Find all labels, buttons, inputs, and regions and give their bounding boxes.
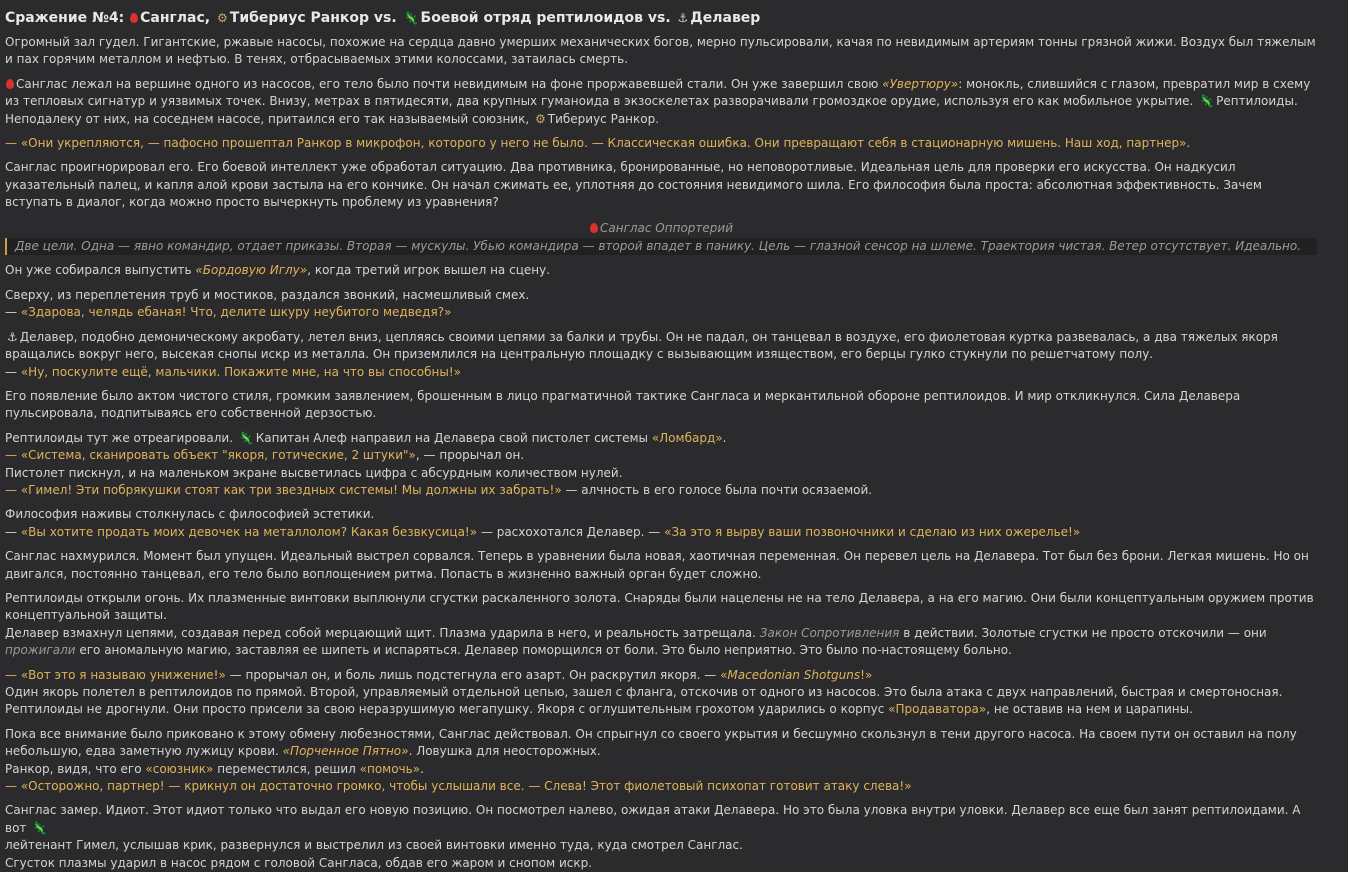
text: . — [420, 761, 424, 776]
lizard-icon: 🦎 — [32, 820, 48, 835]
text: — прорычал он, и боль лишь подстегнула его азарт. Он раскрутил якоря. — — [225, 667, 721, 682]
dialogue: «Они укрепляются, — пафосно прошептал Ранкор в микрофон, которого у него не было. — Классическая ошибка. Они превращают себя в стационарную мишень. Наш ход, партнер». — [20, 136, 1191, 151]
text: , когда третий игрок вышел на сцену. — [307, 263, 551, 278]
paragraph-anchors — [5, 667, 1317, 719]
dash: — — [5, 136, 21, 151]
dialogue: «Ну, поскулите ещё, мальчики. Покажите мне, на что вы способны!» — [20, 364, 462, 379]
robot-icon: ⚙ — [217, 11, 228, 25]
text: Рептилоиды. Неподалеку от них, на соседнем насосе, притаился его так называемый союзник, — [5, 94, 1298, 126]
dialogue: «Гимел! Эти побрякушки стоят как три звездных системы! Мы должны их забрать!» — [20, 482, 562, 497]
blood-drop-icon — [6, 79, 14, 89]
text: : монокль, слившийся с глазом, превратил мир в схему из тепловых сигнатур и уязвимых точек. Внизу, метрах в пятидесяти, два крупных гуманоида в экзоскелетах разворачивали громоздкое орудие, используя его как мобильное укрытие. — [5, 76, 1311, 109]
dash: — — [5, 305, 21, 320]
text: Рептилоиды тут же отреагировали. — [5, 430, 237, 445]
text: , не оставив на нем и царапины. — [986, 702, 1193, 717]
text: Философия наживы столкнулась с философией эстетики. — [5, 507, 375, 522]
text: Один якорь полетел в рептилоидов по прямой. Второй, управляемый отдельной цепью, зашел с фланга, отскочив от одного из насосов. Это была атака с двух направлений, быстрая и смертоносная. — [5, 685, 1283, 699]
ability-name: «Порченное Пятно» — [282, 744, 409, 759]
text: Сверху, из переплетения труб и мостиков, раздался звонкий, насмешливый смех. — [5, 287, 530, 302]
text: Сгусток плазмы ударил в насос рядом с головой Сангласа, обдав его жаром и снопом искр. — [5, 855, 593, 870]
paragraph-sanglas-frown: Санглас нахмурился. Момент был упущен. Идеальный выстрел сорвался. Теперь в уравнении была новая, хаотичная переменная. Он перевел цель на Делавера. Тот был без брони. Легкая мишень. Но он двигался, постоянно танцевал, его тело было воплощением ритма. Попасть в жизненно важный орган будет сложно. — [5, 549, 1309, 581]
dialogue: «Вы хотите продать моих девочек на металлолом? Какая безвкусица!» — [20, 524, 478, 539]
item-name: «Продаватора» — [888, 702, 987, 717]
text: Пока все внимание было приковано к этому обмену любезностями, Санглас действовал. Он спрыгнул со своего укрытия и бесшумно скользнул в тени другого насоса. На своем пути он оставил на полу небольшую, едва заметную лужицу крови. — [5, 726, 1297, 759]
ability-name: Macedonian Shotguns — [727, 667, 861, 682]
dialogue: « — [720, 667, 728, 682]
paragraph-delaver-arrival — [5, 329, 1317, 381]
text: Делавер взмахнул цепями, создавая перед собой мерцающий щит. Плазма ударила в него, и реальность затрещала. — [5, 625, 760, 640]
blood-drop-icon — [130, 13, 138, 23]
text: Ранкор, видя, что его — [5, 761, 146, 776]
paragraph-sanglas-position — [5, 76, 1317, 128]
title-prefix: Сражение №4: — [5, 10, 130, 26]
dash: — — [5, 448, 21, 463]
dialogue: «Осторожно, партнер! — крикнул он достаточно громко, чтобы услышали все. — Слева! Этот фиолетовый психопат готовит атаку слева!» — [20, 779, 912, 794]
thought-quote: Две цели. Одна — явно командир, отдает приказы. Вторая — мускулы. Убью командира — второй впадет в панику. Цель — глазной сенсор на шлеме. Траектория чистая. Ветер отсутствует. Идеально. — [5, 238, 1317, 255]
text: Рептилоиды не дрогнули. Они просто присели за свою неразрушимую мегапушку. Якоря с оглушительным грохотом ударились о корпус — [5, 702, 889, 717]
dash: — — [5, 482, 21, 497]
text: в действии. Золотые сгустки не просто отскочили — они — [899, 625, 1267, 640]
paragraph-plasma — [5, 590, 1317, 660]
paragraph-philosophy — [5, 506, 1317, 541]
dialogue: !» — [860, 667, 873, 682]
lizard-icon: 🦎 — [403, 11, 419, 25]
paragraph-style: Его появление было актом чистого стиля, громким заявлением, брошенным в лицо прагматичной тактике Сангласа и меркантильной обороне рептилоидов. И мир откликнулся. Сила Делавера пульсировала, подпитываясь его собственной дерзостью. — [5, 388, 1241, 421]
text: , — прорычал он. — [415, 448, 525, 463]
text: Он уже собирался выпустить — [5, 263, 196, 278]
paragraph-reptiloid-reaction — [5, 430, 1317, 500]
dialogue: «За это я вырву ваши позвоночники и сделаю из них ожерелье!» — [664, 524, 1081, 539]
battle-title — [5, 8, 1317, 28]
text: Пистолет пискнул, и на маленьком экране высветилась цифра с абсурдным количеством нулей. — [5, 465, 623, 480]
text: Рептилоиды открыли огонь. Их плазменные винтовки выплюнули сгустки раскаленного золота. Снаряды были нацелены не на тело Делавера, а на его магию. Они были концептуальным оружием против концептуальной защиты. — [5, 590, 1314, 623]
title-sanglas: Санглас, — [140, 10, 215, 26]
paragraph-sanglas-ignores: Санглас проигнорировал его. Его боевой интеллект уже обработал ситуацию. Два противника, бронированные, но неповоротливые. Идеальная цель для проверки его искусства. Он надкусил указательный палец, и капля алой крови застыла на его кончике. Он начал сжимать ее, уплотняя до состояния невидимого шила. Его философия была проста: абсолютная эффективность. Зачем вступать в диалог, когда можно просто вычеркнуть проблему из уравнения? — [5, 160, 1262, 210]
thought-caption — [5, 220, 1317, 237]
text: его аномальную магию, заставляя ее шипеть и испаряться. Делавер поморщился от боли. Это было неприятно. Это было по-настоящему больно. — [75, 643, 1012, 658]
title-delaver: Делавер — [690, 10, 761, 26]
lizard-icon: 🦎 — [238, 430, 254, 445]
dash: — — [5, 779, 21, 794]
dialogue: «Вот это я называю унижение!» — [20, 667, 226, 682]
dash: — — [5, 667, 21, 682]
blood-drop-icon — [590, 223, 598, 233]
item-name: «Ломбард» — [651, 430, 723, 445]
text: — алчность в его голосе была почти осязаемой. — [561, 482, 873, 497]
dialogue: «Система, сканировать объект "якоря, готические, 2 штуки"» — [20, 448, 416, 463]
paragraph-intro: Огромный зал гудел. Гигантские, ржавые насосы, похожие на сердца давно умерших механических богов, мерно пульсировали, качая по невидимым артериям тонны грязной жижи. Воздух был тяжелым и пах горячим металлом и нефтью. В тенях, отбрасываемых этими колоссами, затаилась смерть. — [5, 35, 1316, 67]
text: Санглас замер. Идиот. Этот идиот только что выдал его новую позицию. Он посмотрел налево, ожидая атаки Делавера. Но это была уловка внутри уловки. Делавер все еще был занят рептилоидами. А вот — [5, 803, 1301, 835]
emphasis: «помочь» — [359, 761, 421, 776]
text: переместился, решил — [213, 761, 360, 776]
title-rankor: Тибериус Ранкор vs. — [229, 10, 402, 26]
dialogue: «Здарова, челядь ебаная! Что, делите шкуру неубитого медведя?» — [20, 305, 452, 320]
dash: — — [5, 524, 21, 539]
ability-name: «Увертюру» — [882, 76, 959, 91]
paragraph-trap — [5, 726, 1317, 796]
text: Делавер, подобно демоническому акробату, летел вниз, цепляясь своими цепями за балки и трубы. Он не падал, он танцевал в воздухе, его фиолетовая куртка развевалась, а два тяжелых якоря вращались вокруг него, высекая снопы искр из металла. Он приземлился на центральную площадку с вызывающим изяществом, его берцы гулко стукнули по решетчатому полу. — [5, 329, 1278, 362]
emphasis: прожигали — [5, 643, 76, 658]
text: лейтенант Гимел, услышав крик, развернулся и выстрелил из своей винтовки именно туда, куда смотрел Санглас. — [5, 838, 743, 853]
paragraph-rankor-line — [5, 135, 1317, 152]
paragraph-laugh — [5, 287, 1317, 322]
ability-name: Закон Сопротивления — [759, 625, 900, 640]
paragraph-needle — [5, 262, 1317, 279]
dash: — — [5, 364, 21, 379]
paragraph-sanglas-freeze — [5, 802, 1317, 872]
robot-icon: ⚙ — [534, 111, 546, 126]
text: Тибериус Ранкор. — [547, 111, 660, 126]
title-reptiloids: Боевой отряд рептилоидов vs. — [420, 10, 676, 26]
ability-name: «Бордовую Иглу» — [195, 263, 308, 278]
text: — расхохотался Делавер. — — [477, 524, 665, 539]
emphasis: «союзник» — [145, 761, 214, 776]
text: . Ловушка для неосторожных. — [408, 744, 601, 759]
anchor-icon: ⚓ — [677, 11, 689, 25]
lizard-icon: 🦎 — [1199, 94, 1215, 109]
text: . — [722, 430, 727, 445]
text: Капитан Алеф направил на Делавера свой пистолет системы — [255, 430, 652, 445]
text: Санглас лежал на вершине одного из насосов, его тело было почти невидимым на фоне проржавевшей стали. Он уже завершил свою — [16, 76, 883, 91]
caption-text: Санглас Оппортерий — [599, 220, 733, 235]
anchor-icon: ⚓ — [7, 329, 18, 344]
